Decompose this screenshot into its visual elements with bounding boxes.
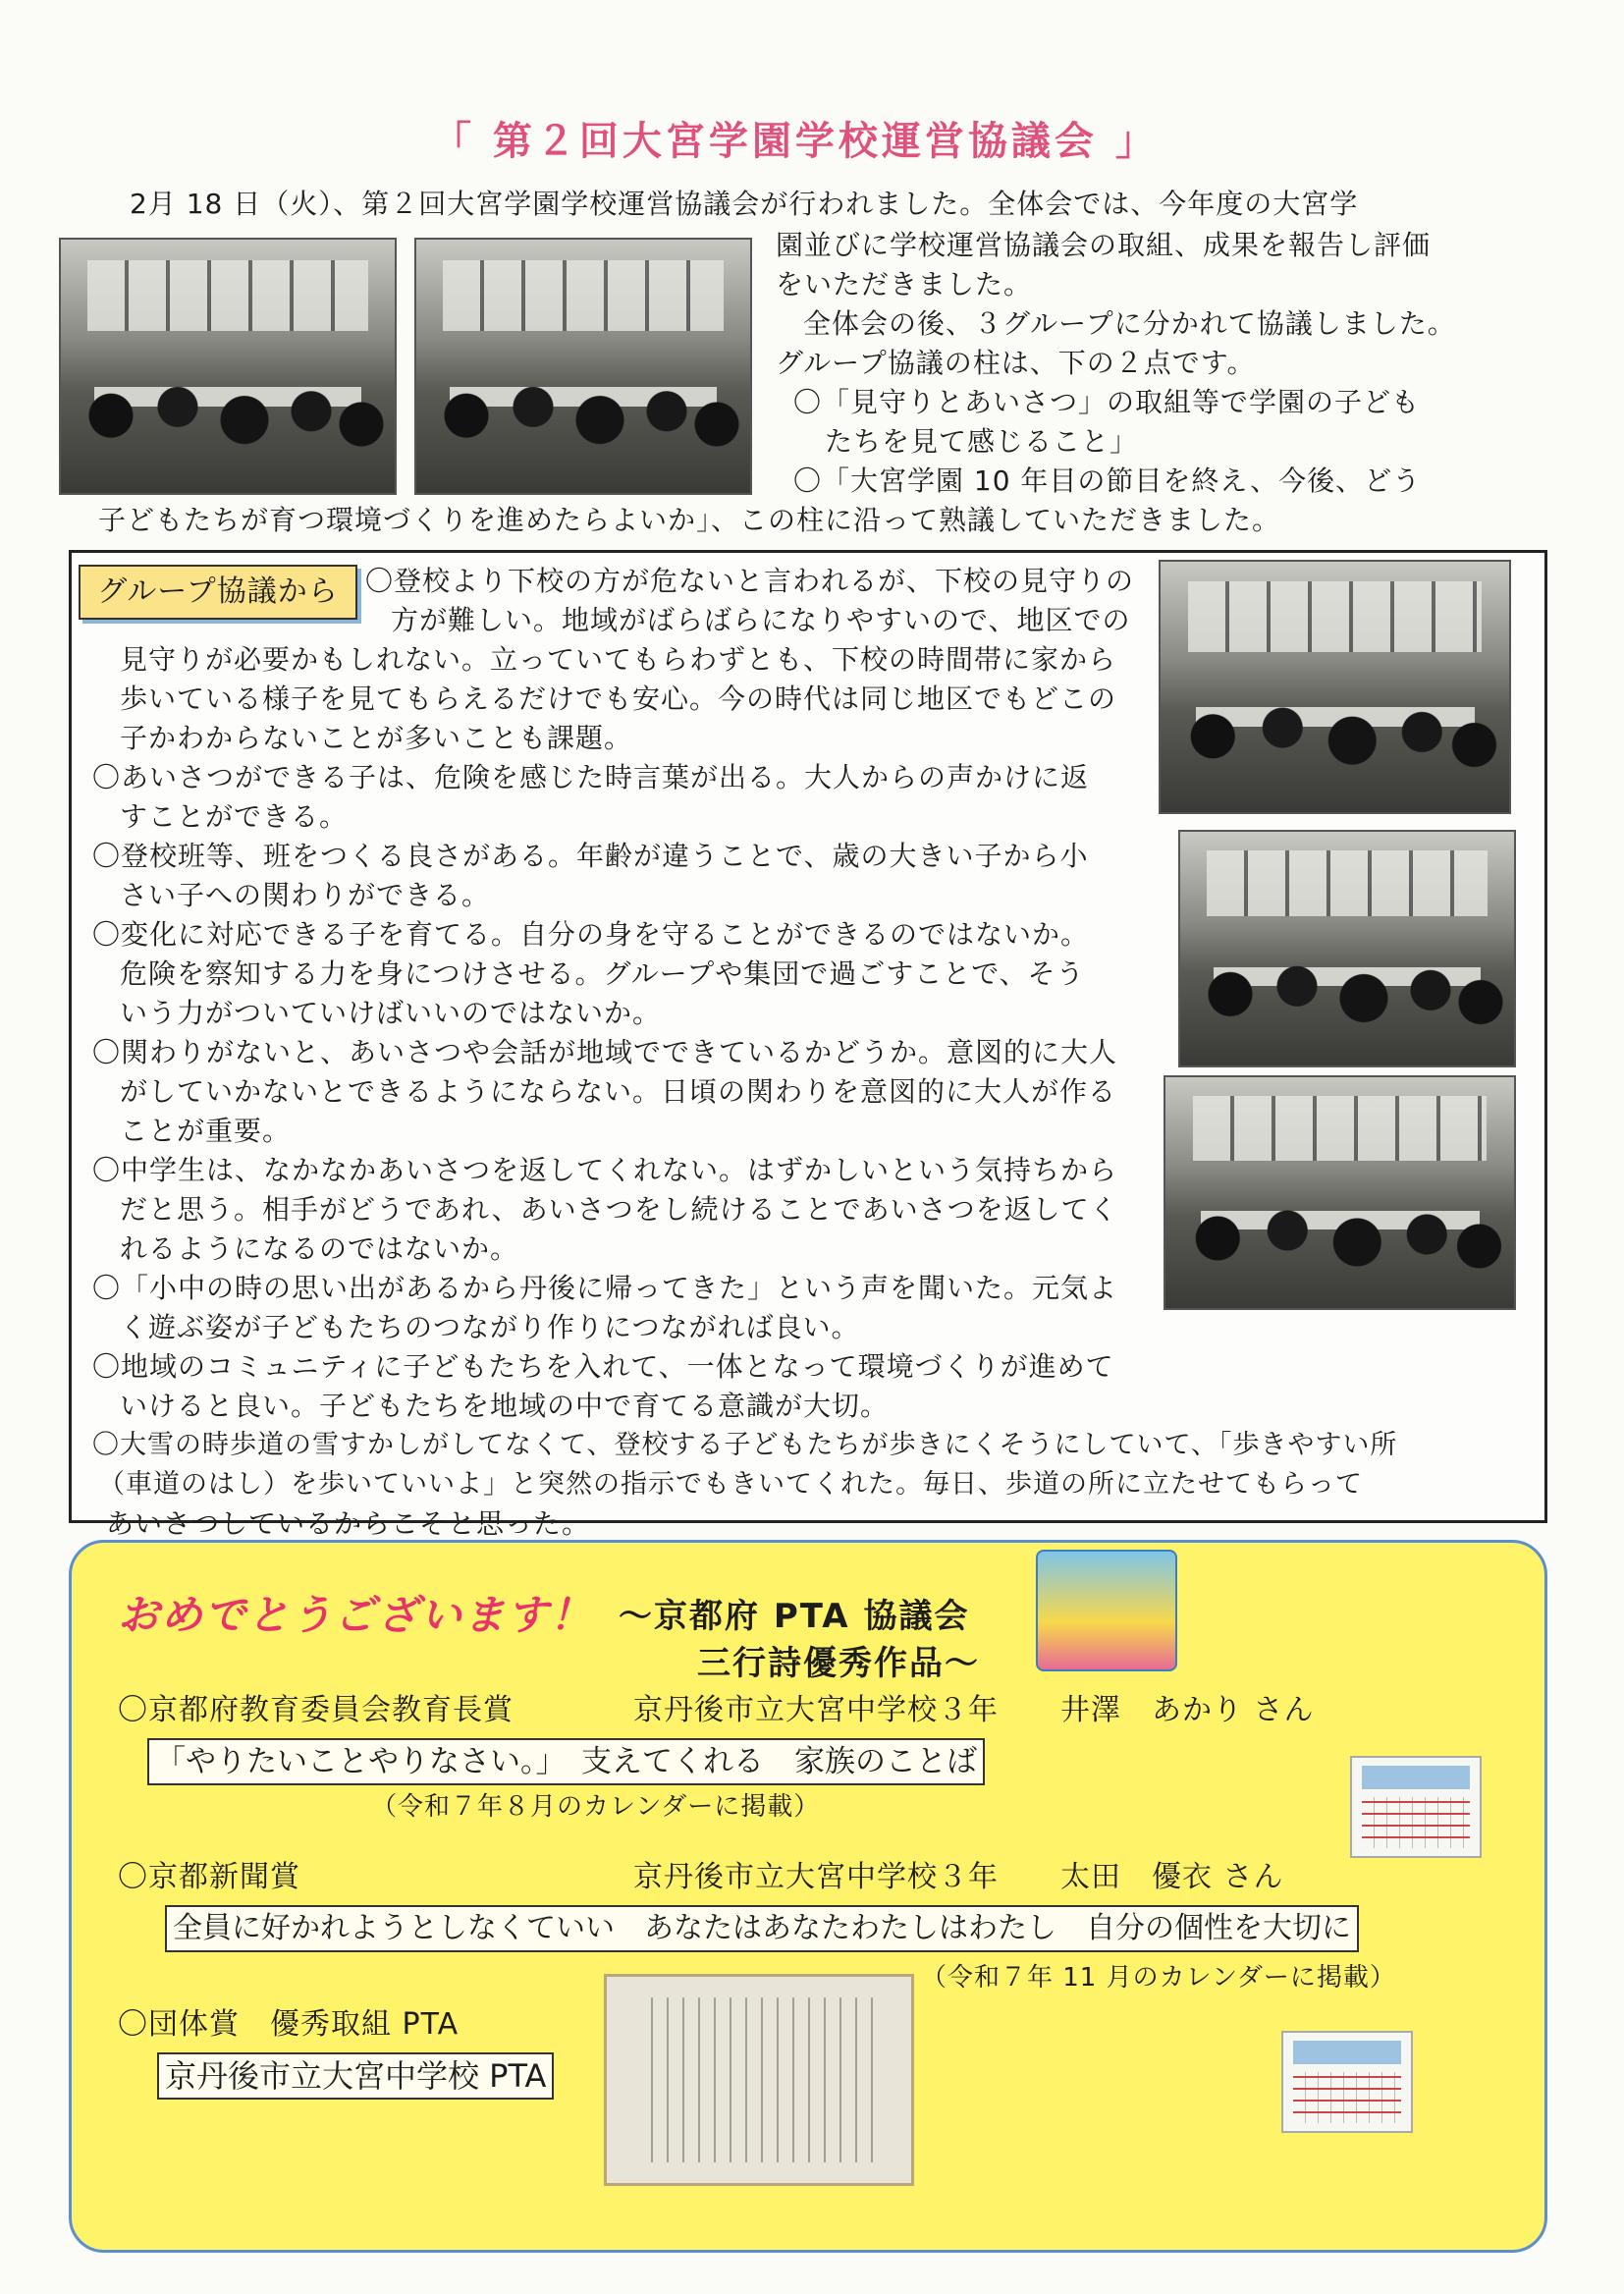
meeting-photo bbox=[59, 238, 397, 495]
intro-line: 〇「大宮学園 10 年目の節目を終え、今後、どう bbox=[793, 464, 1422, 497]
intro-line: 子どもたちが育つ環境づくりを進めたらよいか」、この柱に沿って熟議していただきました。 bbox=[98, 504, 1281, 536]
award-school: 京丹後市立大宮中学校３年 bbox=[633, 1860, 999, 1894]
discussion-line: 〇登校より下校の方が危ないと言われるが、下校の見守りの bbox=[365, 565, 1135, 597]
discussion-line: 〇「小中の時の思い出があるから丹後に帰ってきた」という声を聞いた。元気よ bbox=[92, 1272, 1118, 1304]
award-prize: 〇京都府教育委員会教育長賞 bbox=[118, 1693, 514, 1727]
discussion-line: 〇あいさつができる子は、危険を感じた時言葉が出る。大人からの声かけに返 bbox=[92, 761, 1090, 793]
group-photo bbox=[1164, 1075, 1516, 1310]
award-subtitle: 三行詩優秀作品～ bbox=[697, 1644, 980, 1683]
discussion-line: すことができる。 bbox=[120, 800, 349, 833]
group-prize: 〇団体賞 優秀取組 PTA bbox=[118, 2007, 460, 2042]
discussion-line: く遊ぶ姿が子どもたちのつながり作りにつながれば良い。 bbox=[120, 1311, 860, 1343]
discussion-line: 〇変化に対応できる子を育てる。自分の身を守ることができるのではないか。 bbox=[92, 918, 1090, 951]
intro-line: をいただきました。 bbox=[776, 268, 1033, 300]
calendar-cover-image bbox=[1036, 1550, 1177, 1671]
calendar-image bbox=[1281, 2031, 1413, 2133]
group-discussion-tag: グループ協議から bbox=[79, 565, 357, 620]
discussion-line: 方が難しい。地域がばらばらになりやすいので、地区での bbox=[391, 604, 1131, 636]
discussion-line: あいさつしているからこそと思った。 bbox=[106, 1507, 591, 1540]
award-note: （令和７年 11 月のカレンダーに掲載） bbox=[921, 1963, 1396, 1993]
award-poem: 全員に好かれようとしなくていい あなたはあなたわたしはわたし 自分の個性を大切に bbox=[165, 1905, 1359, 1952]
intro-line: 2月 18 日（火）、第２回大宮学園学校運営協議会が行われました。全体会では、今年度の大宮学 bbox=[130, 188, 1359, 220]
discussion-line: れるようになるのではないか。 bbox=[120, 1232, 519, 1265]
discussion-line: 子かわからないことが多いことも課題。 bbox=[120, 722, 633, 754]
intro-line: グループ協議の柱は、下の２点です。 bbox=[776, 347, 1256, 379]
discussion-line: いう力がついていけばいいのではないか。 bbox=[120, 997, 662, 1029]
discussion-line: 〇登校班等、班をつくる良さがある。年齢が違うことで、歳の大きい子から小 bbox=[92, 840, 1089, 872]
congrats-heading: おめでとうございます！ bbox=[118, 1591, 594, 1639]
certificate-image bbox=[604, 1974, 914, 2186]
discussion-line: （車道のはし）を歩いていいよ」と突然の指示でもきいてくれた。毎日、歩道の所に立たせてもらって bbox=[98, 1469, 1363, 1500]
intro-line: 全体会の後、３グループに分かれて協議しました。 bbox=[803, 307, 1456, 340]
intro-line: たちを見て感じること」 bbox=[825, 425, 1139, 458]
award-student-name: 井澤 あかり さん bbox=[1060, 1693, 1315, 1727]
discussion-line: 歩いている様子を見てもらえるだけでも安心。今の時代は同じ地区でもどこの bbox=[120, 683, 1117, 715]
discussion-line: 見守りが必要かもしれない。立っていてもらわずとも、下校の時間帯に家から bbox=[120, 643, 1117, 676]
calendar-image bbox=[1350, 1756, 1482, 1858]
discussion-line: 危険を察知する力を身につけさせる。グループや集団で過ごすことで、そう bbox=[120, 957, 1085, 990]
discussion-line: さい子への関わりができる。 bbox=[120, 879, 491, 911]
meeting-photo bbox=[414, 238, 752, 495]
intro-line: 〇「見守りとあいさつ」の取組等で学園の子ども bbox=[793, 386, 1421, 418]
page-title: 「 第２回大宮学園学校運営協議会 」 bbox=[432, 119, 1159, 164]
discussion-line: 〇地域のコミュニティに子どもたちを入れて、一体となって環境づくりが進めて bbox=[92, 1350, 1114, 1383]
discussion-line: 〇中学生は、なかなかあいさつを返してくれない。はずかしいという気持ちから bbox=[92, 1154, 1118, 1186]
discussion-line: がしていかないとできるようにならない。日頃の関わりを意図的に大人が作る bbox=[120, 1075, 1117, 1108]
discussion-line: だと思う。相手がどうであれ、あいさつをし続けることであいさつを返してく bbox=[120, 1193, 1118, 1226]
discussion-line: ことが重要。 bbox=[120, 1115, 292, 1147]
award-school: 京丹後市立大宮中学校３年 bbox=[633, 1693, 999, 1727]
award-poem: 「やりたいことやりなさい。」 支えてくれる 家族のことば bbox=[147, 1738, 985, 1785]
group-photo bbox=[1159, 560, 1511, 814]
group-photo bbox=[1178, 830, 1516, 1067]
award-subtitle: ～京都府 PTA 協議会 bbox=[619, 1597, 970, 1636]
award-prize: 〇京都新聞賞 bbox=[118, 1860, 300, 1894]
group-prize-name: 京丹後市立大宮中学校 PTA bbox=[157, 2052, 554, 2100]
discussion-line: いけると良い。子どもたちを地域の中で育てる意識が大切。 bbox=[120, 1390, 890, 1422]
award-student-name: 太田 優衣 さん bbox=[1060, 1860, 1284, 1894]
discussion-line: 〇関わりがないと、あいさつや会話が地域でできているかどうか。意図的に大人 bbox=[92, 1036, 1118, 1068]
intro-line: 園並びに学校運営協議会の取組、成果を報告し評価 bbox=[776, 229, 1432, 261]
award-note: （令和７年８月のカレンダーに掲載） bbox=[371, 1792, 821, 1822]
discussion-line: 〇大雪の時歩道の雪すかしがしてなくて、登校する子どもたちが歩きにくそうにしていて、「歩きやすい所 bbox=[92, 1430, 1398, 1460]
